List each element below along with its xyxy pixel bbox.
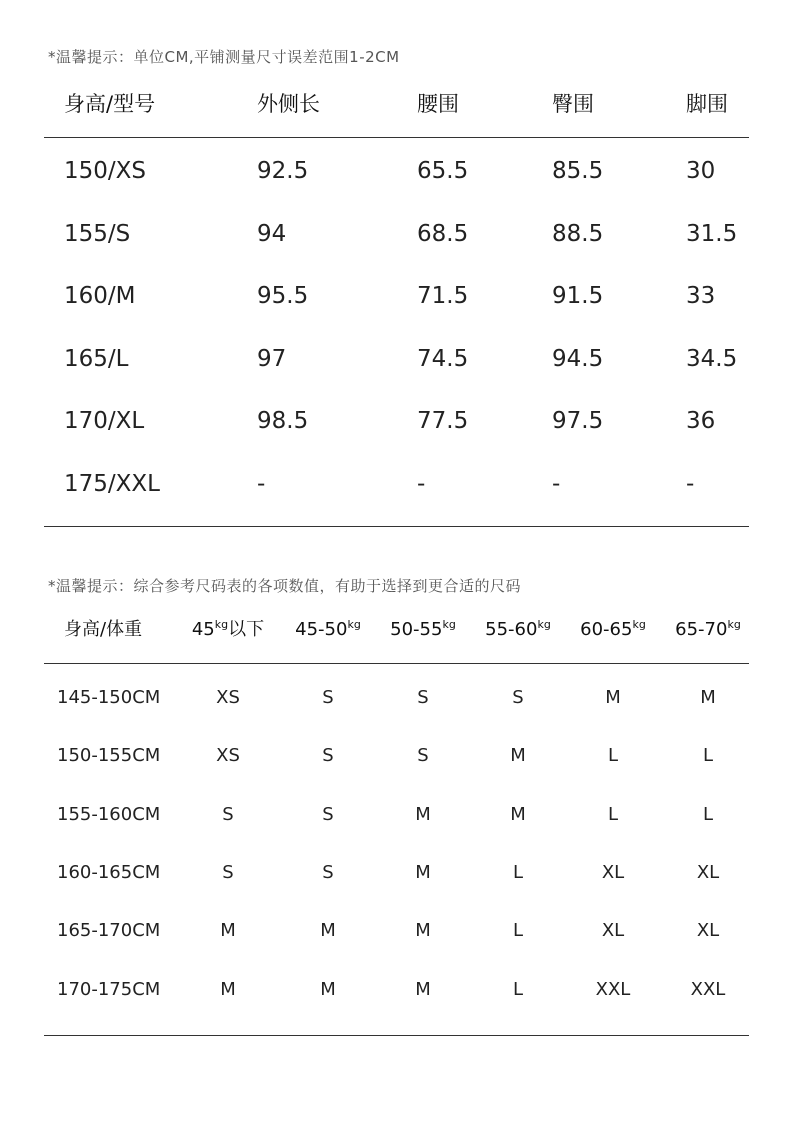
size-table-row xyxy=(0,464,790,504)
size-cell-hip: 85.5 xyxy=(552,158,604,184)
recommend-cell-height-range: 165-170CM xyxy=(57,920,161,942)
size-cell-leg-opening: 36 xyxy=(686,408,716,435)
weight-range: 45 xyxy=(191,619,215,640)
weight-unit: kg xyxy=(632,618,646,631)
size-cell-height-model: 170/XL xyxy=(64,408,145,435)
size-cell-outer-length: - xyxy=(257,471,266,497)
recommend-cell-size: XL xyxy=(696,920,720,942)
recommend-cell-size: S xyxy=(222,803,234,825)
size-header-height-model: 身高/型号 xyxy=(64,92,156,116)
recommend-header-height-weight: 身高/体重 xyxy=(64,619,143,640)
recommend-cell-size: S xyxy=(222,861,234,883)
recommend-cell-height-range: 150-155CM xyxy=(57,745,161,767)
size-header-waist: 腰围 xyxy=(417,92,459,116)
weight-range: 55-60 xyxy=(485,619,538,640)
recommend-cell-size: L xyxy=(512,978,524,1000)
recommend-cell-size: M xyxy=(510,803,526,825)
recommend-header-weight xyxy=(563,613,663,647)
size-table-bottom-divider xyxy=(44,526,749,527)
size-header-leg-opening: 脚围 xyxy=(686,92,728,116)
size-table-header xyxy=(0,84,790,124)
weight-unit: kg xyxy=(214,618,229,631)
size-cell-hip: 88.5 xyxy=(552,220,604,247)
weight-unit: kg xyxy=(442,618,456,631)
size-cell-waist: 65.5 xyxy=(417,158,469,184)
size-cell-hip: 91.5 xyxy=(552,283,604,310)
recommend-cell-size: M xyxy=(220,978,236,1000)
size-header-hip: 臀围 xyxy=(552,92,594,116)
recommend-cell-size: S xyxy=(322,687,334,708)
recommend-cell-size: M xyxy=(510,745,526,767)
recommend-cell-height-range: 145-150CM xyxy=(57,687,161,708)
recommend-cell-size: XS xyxy=(216,745,240,767)
recommend-cell-size: XS xyxy=(216,687,240,708)
recommend-table-row xyxy=(0,739,790,773)
recommend-header-weight xyxy=(373,613,473,647)
size-table-note: *温馨提示：单位CM,平铺测量尺寸误差范围1-2CM xyxy=(48,48,400,66)
weight-range: 60-65 xyxy=(580,619,633,640)
size-cell-waist: 74.5 xyxy=(417,345,469,372)
recommend-cell-size: L xyxy=(512,920,524,942)
weight-range: 50-55 xyxy=(390,619,443,640)
size-table-row xyxy=(0,214,790,254)
size-table-row xyxy=(0,401,790,441)
weight-unit: kg xyxy=(727,618,741,631)
size-cell-outer-length: 98.5 xyxy=(257,408,309,435)
size-table-header-divider xyxy=(44,137,749,138)
recommend-cell-size: M xyxy=(415,920,431,942)
recommend-cell-size: XL xyxy=(696,861,720,883)
recommend-table-row xyxy=(0,856,790,890)
weight-range: 45-50 xyxy=(295,619,348,640)
size-cell-hip: - xyxy=(552,471,561,497)
recommend-cell-size: M xyxy=(415,803,431,825)
recommend-cell-size: L xyxy=(607,803,619,825)
recommend-cell-size: XL xyxy=(601,861,625,883)
recommend-cell-size: L xyxy=(702,745,714,767)
recommend-table-row xyxy=(0,973,790,1007)
size-table-row xyxy=(0,151,790,191)
recommend-cell-size: M xyxy=(220,920,236,942)
recommend-cell-size: L xyxy=(607,745,619,767)
size-cell-waist: 71.5 xyxy=(417,283,469,310)
size-cell-height-model: 165/L xyxy=(64,345,129,372)
recommend-cell-size: M xyxy=(605,687,621,708)
recommend-table-bottom-divider xyxy=(44,1035,749,1036)
recommend-cell-size: XXL xyxy=(690,978,726,1000)
recommend-table-header-divider xyxy=(44,663,749,664)
size-cell-height-model: 160/M xyxy=(64,283,136,310)
size-cell-leg-opening: 30 xyxy=(686,158,716,184)
size-header-outer-length: 外侧长 xyxy=(257,92,320,116)
recommend-cell-height-range: 155-160CM xyxy=(57,803,161,825)
size-cell-height-model: 175/XXL xyxy=(64,471,160,497)
size-cell-leg-opening: 34.5 xyxy=(686,345,738,372)
weight-unit: kg xyxy=(537,618,551,631)
recommend-cell-size: S xyxy=(512,687,524,708)
recommend-header-weight xyxy=(278,613,378,647)
size-cell-leg-opening: 31.5 xyxy=(686,220,738,247)
recommend-cell-size: M xyxy=(320,920,336,942)
size-cell-outer-length: 95.5 xyxy=(257,283,309,310)
recommend-cell-size: L xyxy=(512,861,524,883)
recommend-cell-size: XL xyxy=(601,920,625,942)
size-cell-leg-opening: 33 xyxy=(686,283,716,310)
recommend-cell-height-range: 170-175CM xyxy=(57,978,161,1000)
size-table-row xyxy=(0,339,790,379)
recommend-cell-size: S xyxy=(417,745,429,767)
size-cell-outer-length: 97 xyxy=(257,345,287,372)
recommend-cell-size: M xyxy=(415,978,431,1000)
size-cell-outer-length: 92.5 xyxy=(257,158,309,184)
recommend-header-weight xyxy=(468,613,568,647)
recommend-header-weight xyxy=(178,613,278,647)
recommend-cell-size: S xyxy=(322,861,334,883)
size-cell-outer-length: 94 xyxy=(257,220,287,247)
size-cell-waist: 68.5 xyxy=(417,220,469,247)
recommend-cell-size: M xyxy=(700,687,716,708)
size-cell-waist: - xyxy=(417,471,426,497)
recommend-table-row xyxy=(0,914,790,948)
size-cell-hip: 97.5 xyxy=(552,408,604,435)
recommend-cell-size: S xyxy=(417,687,429,708)
weight-range: 65-70 xyxy=(675,619,728,640)
size-table-row xyxy=(0,276,790,316)
recommend-cell-size: S xyxy=(322,745,334,767)
size-cell-height-model: 150/XS xyxy=(64,158,147,184)
recommend-cell-size: L xyxy=(702,803,714,825)
recommend-table-row xyxy=(0,798,790,832)
recommend-cell-size: XXL xyxy=(595,978,631,1000)
weight-unit: kg xyxy=(347,618,361,631)
recommend-cell-height-range: 160-165CM xyxy=(57,861,161,883)
recommend-cell-size: M xyxy=(415,861,431,883)
size-cell-leg-opening: - xyxy=(686,471,695,497)
recommend-table-row xyxy=(0,681,790,715)
size-cell-height-model: 155/S xyxy=(64,220,131,247)
size-cell-waist: 77.5 xyxy=(417,408,469,435)
size-cell-hip: 94.5 xyxy=(552,345,604,372)
recommend-table-header xyxy=(0,613,790,647)
recommend-table-note: *温馨提示：综合参考尺码表的各项数值，有助于选择到更合适的尺码 xyxy=(48,577,522,595)
recommend-cell-size: S xyxy=(322,803,334,825)
recommend-header-weight xyxy=(658,613,758,647)
recommend-cell-size: M xyxy=(320,978,336,1000)
weight-suffix: 以下 xyxy=(228,619,265,640)
